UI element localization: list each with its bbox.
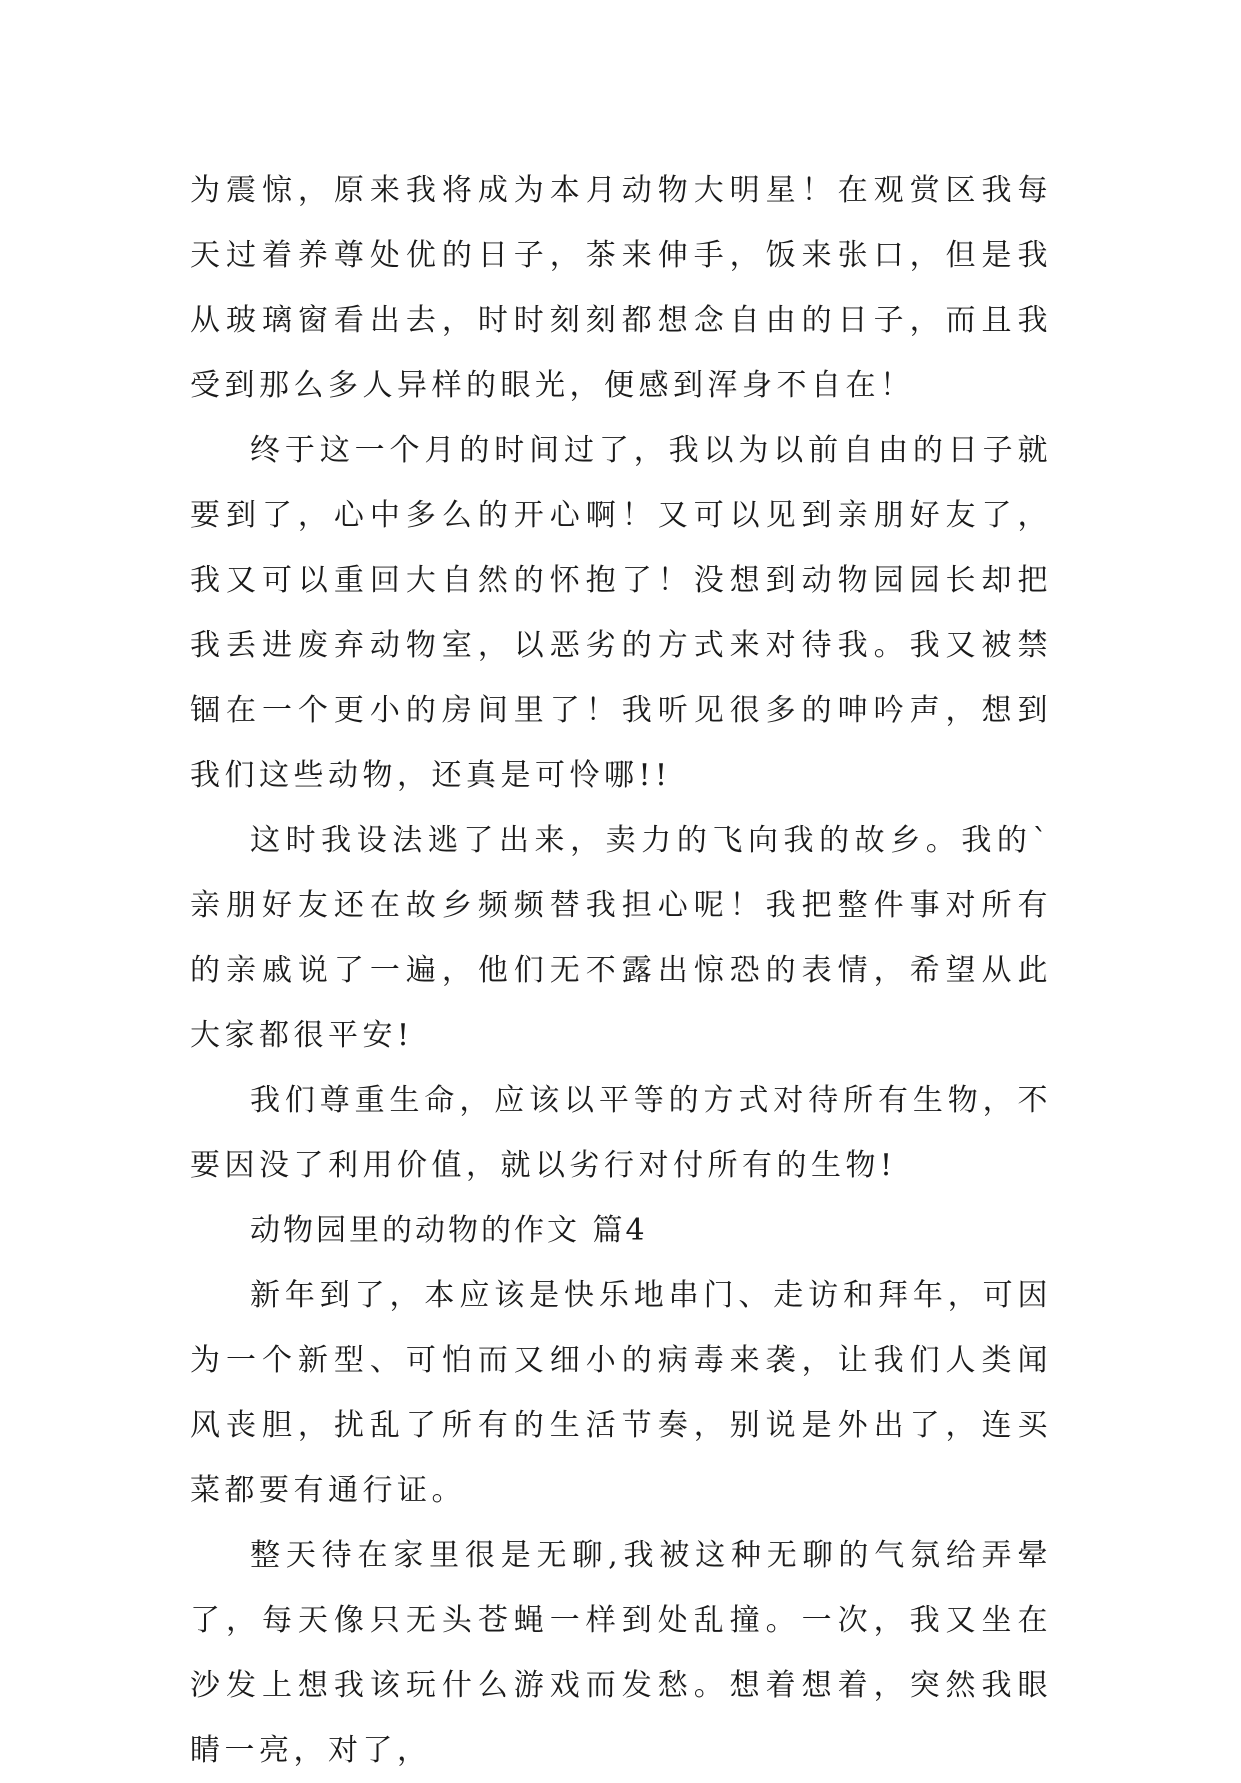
document-body xyxy=(190,158,1052,1783)
paragraph-3: 这时我设法逃了出来，卖力的飞向我的故乡。我的`亲朋好友还在故乡频频替我担心呢！我把整件事对所有的亲戚说了一遍，他们无不露出惊恐的表情，希望从此大家都很平安! xyxy=(190,823,1052,1053)
paragraph-4: 我们尊重生命，应该以平等的方式对待所有生物，不要因没了利用价值，就以劣行对付所有的生物! xyxy=(190,1083,1052,1183)
paragraph-6: 整天待在家里很是无聊,我被这种无聊的气氛给弄晕了，每天像只无头苍蝇一样到处乱撞。一次，我又坐在沙发上想我该玩什么游戏而发愁。想着想着，突然我眼睛一亮，对了， xyxy=(190,1538,1052,1768)
paragraph-1: 为震惊，原来我将成为本月动物大明星！在观赏区我每天过着养尊处优的日子，茶来伸手，饭来张口，但是我从玻璃窗看出去，时时刻刻都想念自由的日子，而且我受到那么多人异样的眼光，便感到浑身不自在！ xyxy=(190,173,1052,403)
section-heading: 动物园里的动物的作文 篇4 xyxy=(250,1213,648,1248)
paragraph-5: 新年到了，本应该是快乐地串门、走访和拜年，可因为一个新型、可怕而又细小的病毒来袭，让我们人类闻风丧胆，扰乱了所有的生活节奏，别说是外出了，连买菜都要有通行证。 xyxy=(190,1278,1052,1508)
paragraph-2: 终于这一个月的时间过了，我以为以前自由的日子就要到了，心中多么的开心啊！又可以见到亲朋好友了，我又可以重回大自然的怀抱了！没想到动物园园长却把我丢进废弃动物室，以恶劣的方式来对待我。我又被禁锢在一个更小的房间里了！我听见很多的呻吟声，想到我们这些动物，还真是可怜哪!! xyxy=(190,433,1052,793)
